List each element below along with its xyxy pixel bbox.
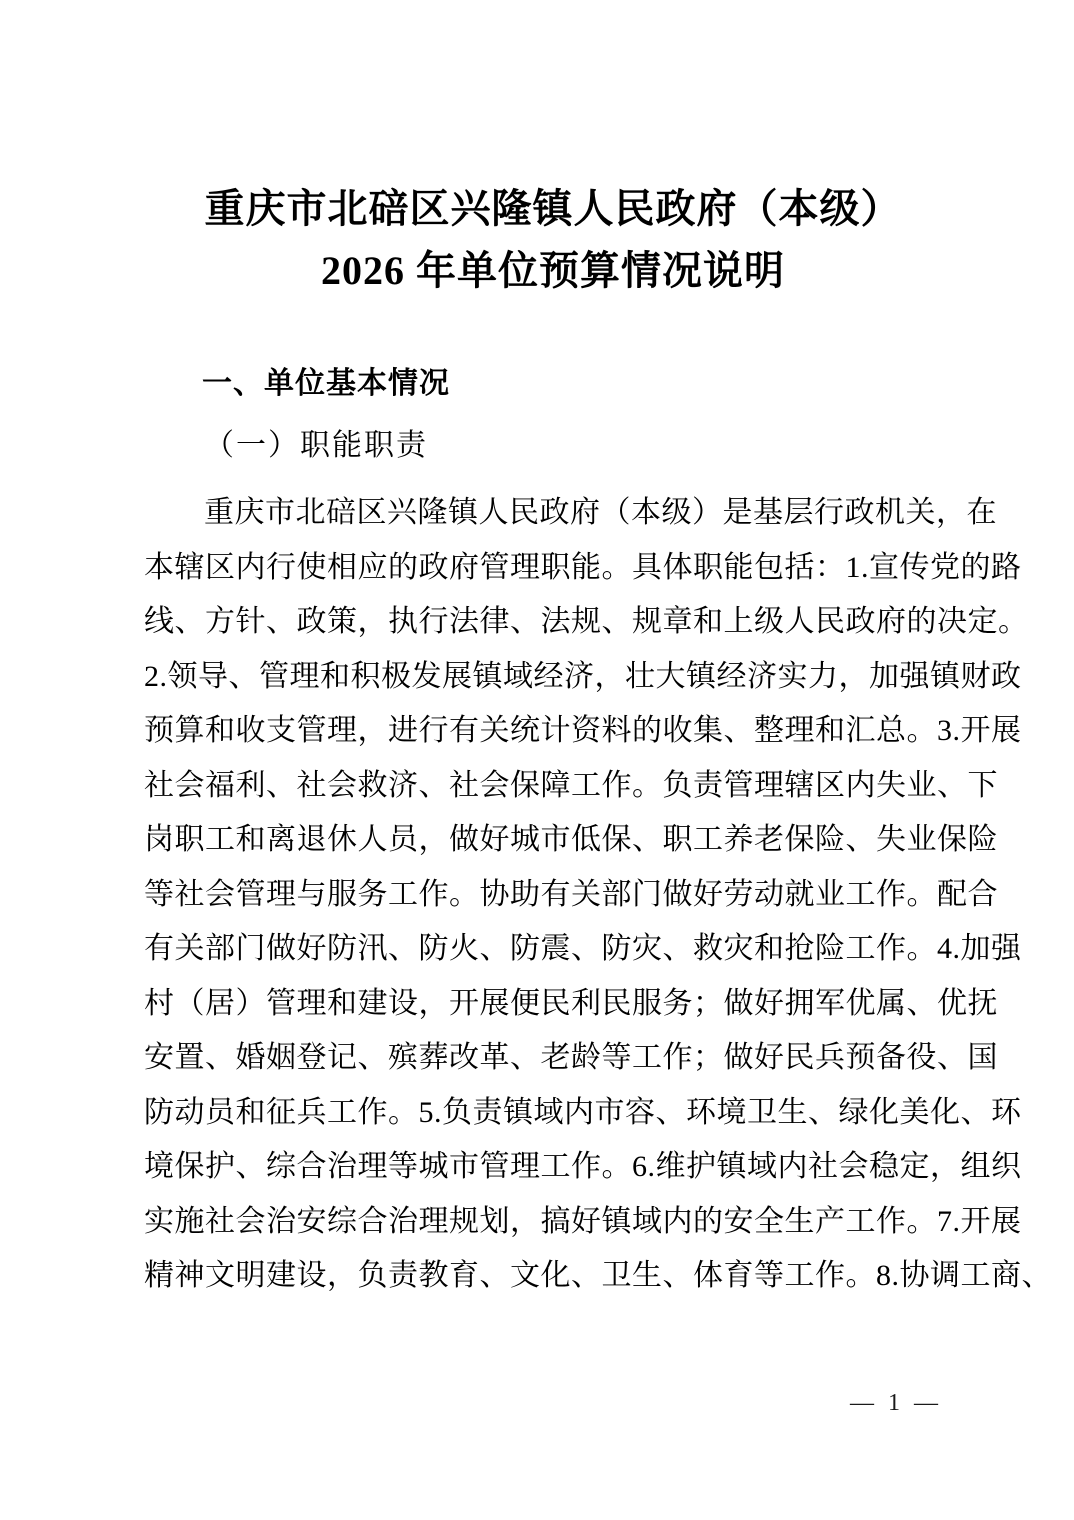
document-title-line-1: 重庆市北碚区兴隆镇人民政府（本级）: [204, 186, 902, 231]
body-line: 有关部门做好防汛、防火、防震、防灾、救灾和抢险工作。4.加强: [144, 932, 1022, 965]
page-number: — 1 —: [850, 1390, 942, 1416]
body-line: 防动员和征兵工作。5.负责镇域内市容、环境卫生、绿化美化、环: [144, 1095, 1022, 1129]
body-line: 等社会管理与服务工作。协助有关部门做好劳动就业工作。配合: [144, 877, 998, 911]
body-line: 本辖区内行使相应的政府管理职能。具体职能包括：1.宣传党的路: [144, 550, 1022, 584]
section-heading-basic-info: 一、单位基本情况: [202, 367, 450, 400]
body-line: 社会福利、社会救济、社会保障工作。负责管理辖区内失业、下: [144, 768, 998, 802]
body-line: 境保护、综合治理等城市管理工作。6.维护镇域内社会稳定，组织: [144, 1150, 1022, 1183]
document-content: [0, 178, 1074, 1304]
document-title: [144, 178, 962, 302]
body-line: 安置、婚姻登记、殡葬改革、老龄等工作；做好民兵预备役、国: [144, 1041, 998, 1074]
body-line: 村（居）管理和建设，开展便民利民服务；做好拥军优属、优抚: [144, 986, 998, 1020]
document-title-line-2: 2026 年单位预算情况说明: [321, 248, 785, 293]
body-line: 线、方针、政策，执行法律、法规、规章和上级人民政府的决定。: [144, 605, 1029, 638]
body-paragraph: [144, 486, 1052, 1304]
body-line: 重庆市北碚区兴隆镇人民政府（本级）是基层行政机关，在: [204, 496, 997, 529]
body-line: 预算和收支管理，进行有关统计资料的收集、整理和汇总。3.开展: [144, 714, 1022, 747]
subsection-heading-duties: （一）职能职责: [204, 429, 428, 462]
body-line: 2.领导、管理和积极发展镇域经济，壮大镇经济实力，加强镇财政: [144, 659, 1022, 693]
body-line: 精神文明建设，负责教育、文化、卫生、体育等工作。8.协调工商、: [144, 1259, 1052, 1292]
body-line: 实施社会治安综合治理规划，搞好镇域内的安全生产工作。7.开展: [144, 1204, 1022, 1238]
body-line: 岗职工和离退休人员，做好城市低保、职工养老保险、失业保险: [144, 823, 998, 856]
